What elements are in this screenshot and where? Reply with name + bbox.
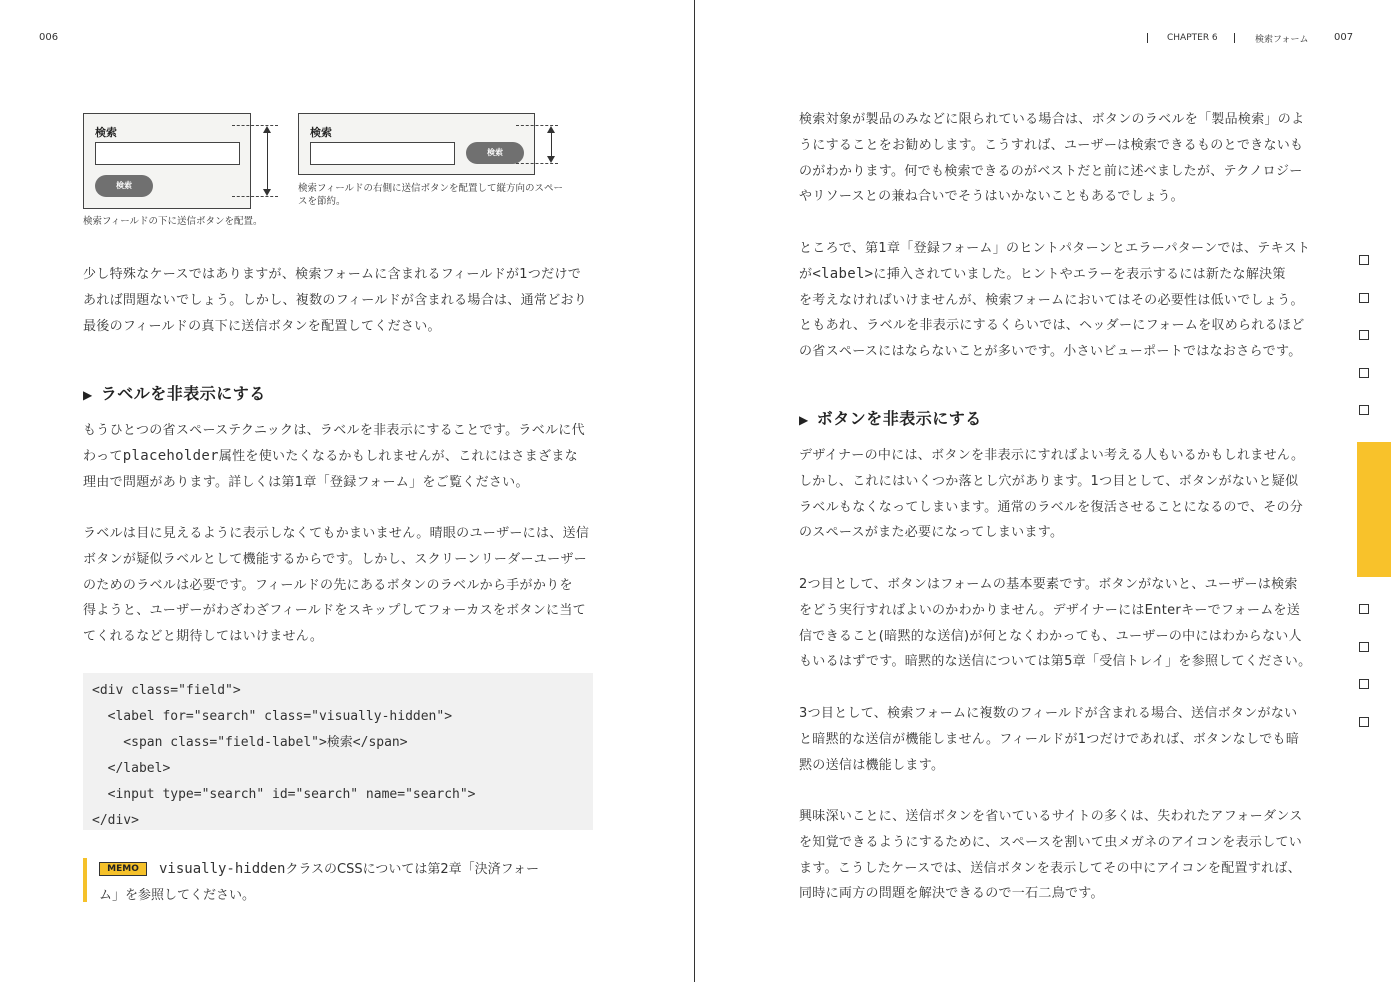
text-line: を考えなければいけませんが、検索フォームにおいてはその必要性は低いでしょう。 [799, 292, 1304, 308]
gutter-line [694, 0, 695, 982]
text-line: ところで、第1章「登録フォーム」のヒントパターンとエラーパターンでは、テキスト [799, 241, 1311, 256]
dimension-guide [232, 196, 278, 197]
page-number-right: 007 [1334, 32, 1354, 43]
paragraph-label-hints [799, 236, 1319, 365]
text-line: のためのラベルは必要です。フィールドの先にあるボタンのラベルから手がかりを [83, 577, 573, 593]
header-separator [1147, 33, 1148, 43]
text-line: の省スペースにはならないことが多いです。小さいビューポートではなおさらです。 [799, 344, 1302, 360]
text-line: 同時に両方の問題を解決できるので一石二鳥です。 [799, 886, 1104, 902]
text-line: のがわかります。何でも検索できるのがベストだと前に述べましたが、テクノロジー [799, 163, 1303, 179]
text-line: もいるはずです。暗黙的な送信については第5章「受信トレイ」を参照してください。 [799, 654, 1312, 670]
inline-code: <label> [812, 265, 874, 282]
text-line: ともあれ、ラベルを非表示にするくらいでは、ヘッダーにフォームを収められるほど [799, 318, 1305, 334]
paragraph-second-point [799, 572, 1319, 675]
dimension-guide [232, 125, 278, 126]
dimension-line [551, 132, 552, 156]
text-span: に挿入されていました。ヒントやエラーを表示するには新たな解決策 [873, 266, 1286, 282]
paragraph-hide-label [83, 418, 603, 495]
code-line: <label for="search" class="visually-hidden"> [92, 709, 453, 724]
heading-text: ボタンを非表示にする [816, 409, 982, 428]
text-line: うにすることをお勧めします。こうすれば、ユーザーは検索できるものとできないも [799, 137, 1304, 153]
running-head-chapter: CHAPTER 6 [1167, 33, 1218, 43]
paragraph-third-point [799, 701, 1319, 778]
text-line: 信できること(暗黙的な送信)が何となくわかっても、ユーザーの中にはわからない人 [799, 628, 1302, 644]
figure-search-button: 検索 [95, 175, 153, 197]
memo-text [99, 856, 569, 909]
text-span: が [799, 266, 813, 282]
chapter-tab-2 [1359, 293, 1369, 303]
text-span: クラスのCSSについては第2章「決済フォー [285, 862, 539, 877]
code-content [92, 678, 593, 834]
memo-accent-bar [83, 858, 87, 902]
text-line: 最後のフィールドの真下に送信ボタンを配置してください。 [83, 318, 441, 334]
chapter-tab-6-active [1357, 442, 1391, 577]
text-line: 少し特殊なケースではありますが、検索フォームに含まれるフィールドが1つだけで [83, 267, 582, 282]
dimension-guide [516, 163, 558, 164]
chapter-tab-7 [1359, 604, 1369, 614]
caption-line: 検索フィールドの右側に送信ボタンを配置して縦方向のスペー [298, 183, 564, 194]
figure-stacked-search [83, 113, 251, 209]
text-line: 2つ目として、ボタンはフォームの基本要素です。ボタンがないと、ユーザーは検索 [799, 577, 1298, 592]
code-line: <input type="search" id="search" name="search"> [92, 787, 476, 802]
text-line: しかし、これにはいくつか落とし穴があります。1つ目として、ボタンがないと疑似 [799, 473, 1299, 489]
figure-search-field [310, 142, 455, 165]
code-line: <span class="field-label">検索</span> [92, 735, 408, 750]
figure-search-label: 検索 [95, 126, 117, 139]
memo-line: ム」を参照してください。 [99, 888, 256, 903]
memo-line [99, 856, 569, 883]
text-line: あれば問題ないでしょう。しかし、複数のフィールドが含まれる場合は、通常どおり [83, 292, 588, 308]
text-line: てくれるなどと期待してはいけません。 [83, 629, 324, 645]
text-line: ます。こうしたケースでは、送信ボタンを表示してその中にアイコンを配置すれば、 [799, 860, 1302, 876]
text-line [83, 444, 603, 470]
paragraph-intro [83, 262, 603, 339]
figure-caption-2 [298, 182, 598, 208]
inline-code: visually-hidden [159, 861, 286, 877]
text-line: デザイナーの中には、ボタンを非表示にすればよい考える人もいるかもしれません。 [799, 448, 1305, 463]
text-line: やリソースとの兼ね合いでそうはいかないこともあるでしょう。 [799, 189, 1184, 205]
paragraph-product-search [799, 107, 1319, 210]
paragraph-visible-label [83, 521, 603, 650]
chapter-tab-8 [1359, 642, 1369, 652]
text-line: 得ようと、ユーザーがわざわざフィールドをスキップしてフォーカスをボタンに当て [83, 603, 586, 619]
text-line: 黙の送信は機能します。 [799, 757, 945, 773]
dimension-line [267, 132, 268, 190]
text-line: をどう実行すればよいのかわかりません。デザイナーにはEnterキーでフォームを送 [799, 602, 1301, 618]
triangle-bullet-icon: ▶ [83, 388, 93, 402]
text-line: もうひとつの省スペーステクニックは、ラベルを非表示にすることです。ラベルに代 [83, 423, 585, 438]
figure-search-field [95, 142, 240, 165]
text-line: 検索対象が製品のみなどに限られている場合は、ボタンのラベルを「製品検索」のよ [799, 112, 1305, 127]
code-line: </div> [92, 813, 139, 828]
text-line [799, 262, 1319, 288]
section-heading-hide-label [83, 381, 266, 404]
paragraph-pitfalls [799, 443, 1319, 546]
chapter-tab-4 [1359, 368, 1369, 378]
section-heading-hide-button [799, 406, 982, 429]
code-line: <div class="field"> [92, 683, 241, 698]
page-number-left: 006 [39, 32, 59, 43]
code-line: </label> [92, 761, 171, 776]
caption-line: スを節約。 [298, 196, 346, 207]
figure-caption-1: 検索フィールドの下に送信ボタンを配置。 [83, 216, 263, 227]
figure-search-label: 検索 [310, 126, 332, 139]
inline-code: placeholder [122, 447, 219, 464]
running-head-title: 検索フォーム [1255, 35, 1309, 45]
chapter-tab-5 [1359, 405, 1369, 415]
text-line: のスペースがまた必要になってしまいます。 [799, 525, 1064, 541]
figure-search-button: 検索 [466, 142, 524, 164]
chapter-tab-1 [1359, 255, 1369, 265]
chapter-tab-3 [1359, 330, 1369, 340]
text-line: 興味深いことに、送信ボタンを省いているサイトの多くは、失われたアフォーダンス [799, 809, 1303, 824]
chapter-tab-10 [1359, 717, 1369, 727]
text-line: ボタンが疑似ラベルとして機能するからです。しかし、スクリーンリーダーユーザー [83, 551, 587, 567]
triangle-bullet-icon: ▶ [799, 413, 809, 427]
heading-text: ラベルを非表示にする [100, 384, 266, 403]
text-line: を知覚できるようにするために、スペースを割いて虫メガネのアイコンを表示してい [799, 834, 1303, 850]
text-line: ラベルは目に見えるように表示しなくてもかまいません。晴眼のユーザーには、送信 [83, 526, 590, 541]
text-span: わって [83, 448, 123, 464]
header-separator [1234, 33, 1235, 43]
text-line: 3つ目として、検索フォームに複数のフィールドが含まれる場合、送信ボタンがない [799, 706, 1298, 721]
arrow-down-icon [547, 156, 555, 163]
text-span: 属性を使いたくなるかもしれませんが、これにはさまざまな [218, 448, 578, 464]
text-line: と暗黙的な送信が機能しません。フィールドが1つだけであれば、ボタンなしでも暗 [799, 731, 1300, 747]
text-line: 理由で問題があります。詳しくは第1章「登録フォーム」をご覧ください。 [83, 474, 529, 490]
arrow-down-icon [263, 189, 271, 196]
text-line: ラベルもなくなってしまいます。通常のラベルを復活させることになるので、その分 [799, 499, 1304, 515]
chapter-tab-9 [1359, 679, 1369, 689]
code-block [83, 673, 593, 830]
memo-badge: MEMO [99, 862, 147, 876]
paragraph-magnifier-icon [799, 804, 1319, 907]
figure-inline-search [298, 113, 535, 175]
